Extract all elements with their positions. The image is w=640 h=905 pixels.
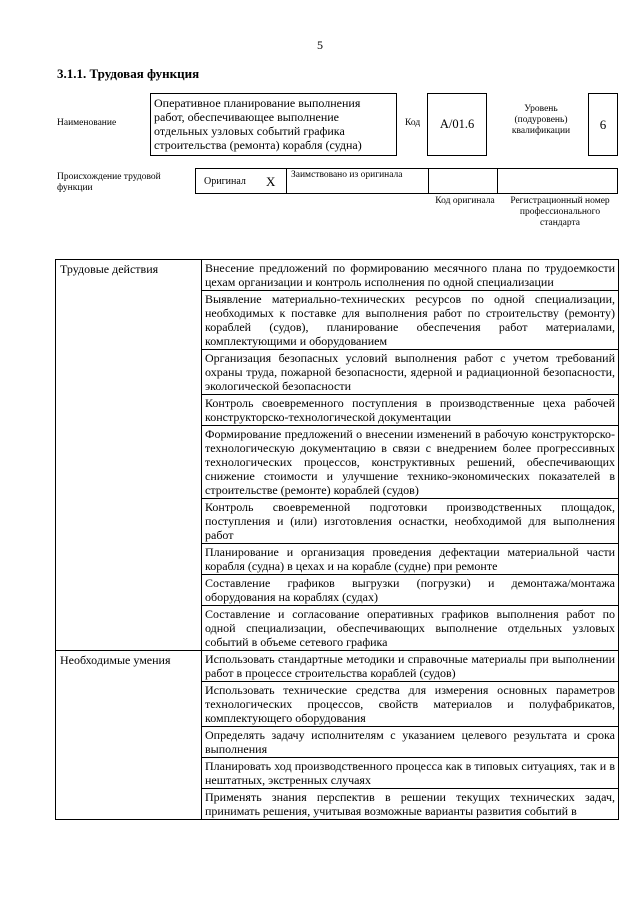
borrowed-label: Заимствовано из оригинала: [291, 170, 403, 180]
labor-action-item: Внесение предложений по формированию месячного плана по трудоемкости цехам организации и контроль исполнения по одной специализации: [202, 260, 619, 291]
page-number: 5: [317, 38, 323, 52]
origin-label: Происхождение трудовой функции: [57, 172, 161, 193]
original-label: Оригинал: [204, 176, 246, 187]
reg-number-label: Регистрационный номер профессионального стандарта: [510, 196, 610, 228]
labor-actions-header: Трудовые действия: [56, 260, 202, 651]
code-original-label: Код оригинала: [435, 196, 495, 206]
labor-action-item: Контроль своевременного поступления в производственные цеха рабочей конструкторско-технологической документации: [202, 395, 619, 426]
original-cell: [195, 168, 287, 194]
origin-row: [195, 168, 618, 194]
skill-item: Использовать технические средства для измерения основных параметров технологических процессов, свойств материалов и полуфабрикатов, комплектующего оборудования: [202, 682, 619, 727]
labor-action-item: Организация безопасных условий выполнения работ с учетом требований охраны труда, пожарной безопасности, ядерной и радиационной безопасности, экологической безопасности: [202, 350, 619, 395]
original-mark: Х: [266, 174, 276, 189]
labor-action-item: Контроль своевременной подготовки производственных площадок, поступления и (или) изготовления оснастки, необходимой для выполнения работ: [202, 499, 619, 544]
table-row: [56, 260, 619, 291]
level-value-box: 6: [588, 93, 618, 156]
skill-item: Использовать стандартные методики и справочные материалы при выполнении работ в процессе строительства кораблей (судов): [202, 651, 619, 682]
code-label: Код: [405, 118, 421, 128]
borrowed-cell: [286, 168, 429, 194]
skill-item: Планировать ход производственного процесса как в типовых ситуациях, так и в нештатных, экстренных случаях: [202, 758, 619, 789]
labor-action-item: Составление и согласование оперативных графиков выполнения работ по одной специализации, обеспечивающих выполнение отдельных узловых событий в объеме сетевого графика: [202, 606, 619, 651]
skill-item: Определять задачу исполнителям с указанием целевого результата и срока выполнения: [202, 727, 619, 758]
section-title: 3.1.1. Трудовая функция: [57, 66, 200, 81]
skills-header: Необходимые умения: [56, 651, 202, 820]
function-name-box: Оперативное планирование выполнения работ, обеспечивающее выполнение отдельных узловых событий графика строительства (ремонта) корабля (судна): [150, 93, 397, 156]
level-label: Уровень (подуровень) квалификации: [511, 104, 571, 136]
labor-action-item: Формирование предложений о внесении изменений в рабочую конструкторско-технологическую документацию в связи с внедрением более прогрессивных технологических процессов, конструктивных решений, обеспечивающих снижение стоимости и улучшение технико-экономических показателей в строительстве (ремонте) кораблей (судов): [202, 426, 619, 499]
reg-number-cell: [497, 168, 618, 194]
function-table: [55, 259, 619, 820]
labor-action-item: Выявление материально-технических ресурсов по одной специализации, необходимых к поставке для выполнения работ по строительству (ремонту) кораблей (судов), планирование обеспечения работ материалами, комплектующими и оборудованием: [202, 291, 619, 350]
code-original-cell: [428, 168, 498, 194]
labor-action-item: Составление графиков выгрузки (погрузки) и демонтажа/монтажа оборудования на кораблях (судах): [202, 575, 619, 606]
code-value-box: А/01.6: [427, 93, 487, 156]
table-row: [56, 651, 619, 682]
skill-item: Применять знания перспектив в решении текущих технических задач, принимать решения, учитывая возможные варианты развития событий в: [202, 789, 619, 820]
name-label: Наименование: [57, 118, 117, 128]
labor-action-item: Планирование и организация проведения дефектации материальной части корабля (судна) в цехах и на корабле (судне) при ремонте: [202, 544, 619, 575]
